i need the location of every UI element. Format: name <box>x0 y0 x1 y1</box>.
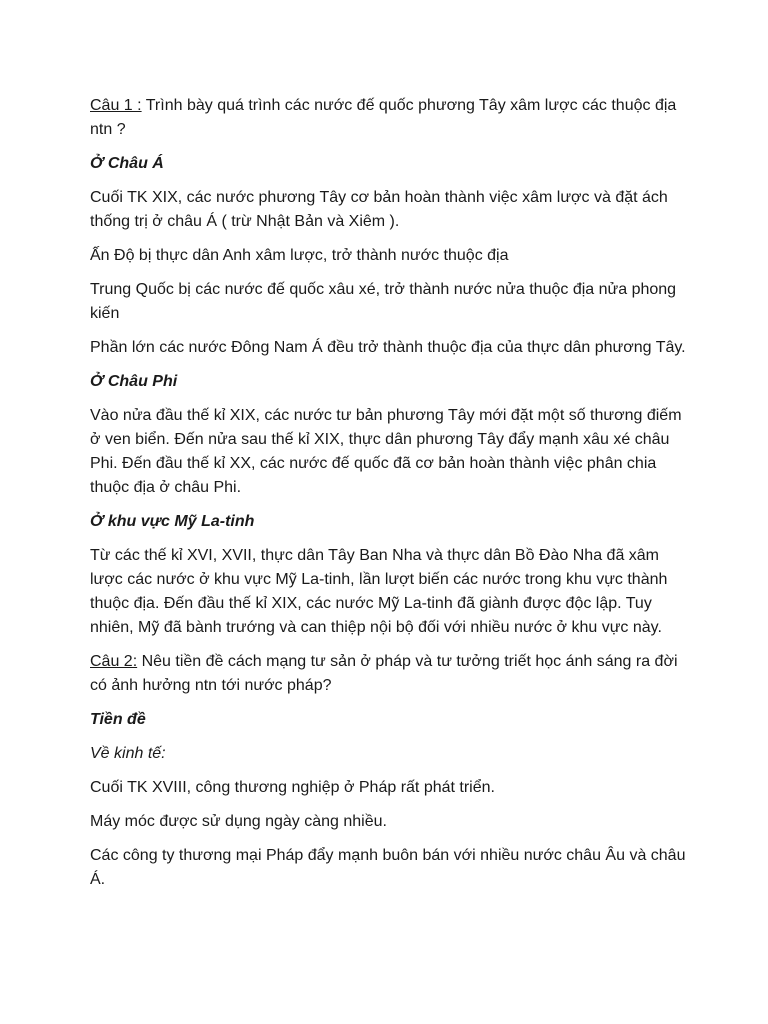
asia-paragraph: Phần lớn các nước Đông Nam Á đều trở thành thuộc địa của thực dân phương Tây. <box>90 339 686 356</box>
heading-asia: Ở Châu Á <box>90 155 164 172</box>
latin-america-paragraph: Từ các thế kỉ XVI, XVII, thực dân Tây Ban Nha và thực dân Bồ Đào Nha đã xâm lược các nước ở khu vực Mỹ La-tinh, lần lượt biến các nước trong khu vực thành thuộc địa. Đến đầu thế kỉ XIX, các nước Mỹ La-tinh đã giành được độc lập. Tuy nhiên, Mỹ đã bành trướng và can thiệp nội bộ đối với nhiều nước ở khu vực này. <box>90 547 668 636</box>
question-1-text: Trình bày quá trình các nước đế quốc phương Tây xâm lược các thuộc địa ntn ? <box>90 97 677 138</box>
asia-paragraph: Cuối TK XIX, các nước phương Tây cơ bản hoàn thành việc xâm lược và đặt ách thống trị ở châu Á ( trừ Nhật Bản và Xiêm ). <box>90 189 668 230</box>
asia-paragraph: Ấn Độ bị thực dân Anh xâm lược, trở thành nước thuộc địa <box>90 247 509 264</box>
heading-premise: Tiền đề <box>90 711 146 728</box>
premise-paragraph: Máy móc được sử dụng ngày càng nhiều. <box>90 813 387 830</box>
premise-paragraph: Các công ty thương mại Pháp đẩy mạnh buôn bán với nhiều nước châu Âu và châu Á. <box>90 847 686 888</box>
question-1-label: Câu 1 : <box>90 97 142 114</box>
heading-africa: Ở Châu Phi <box>90 373 178 390</box>
asia-paragraph: Trung Quốc bị các nước đế quốc xâu xé, trở thành nước nửa thuộc địa nửa phong kiến <box>90 281 677 322</box>
question-1 <box>90 94 690 142</box>
heading-latin-america: Ở khu vực Mỹ La-tinh <box>90 513 255 530</box>
question-2 <box>90 650 690 698</box>
question-2-text: Nêu tiền đề cách mạng tư sản ở pháp và tư tưởng triết học ánh sáng ra đời có ảnh hưởng ntn tới nước pháp? <box>90 653 678 694</box>
subheading-economy: Về kinh tế: <box>90 745 166 762</box>
document-page <box>90 94 690 902</box>
africa-paragraph: Vào nửa đầu thế kỉ XIX, các nước tư bản phương Tây mới đặt một số thương điếm ở ven biển. Đến nửa sau thế kỉ XIX, thực dân phương Tây đẩy mạnh xâu xé châu Phi. Đến đầu thế kỉ XX, các nước đế quốc đã cơ bản hoàn thành việc phân chia thuộc địa ở châu Phi. <box>90 407 682 496</box>
premise-paragraph: Cuối TK XVIII, công thương nghiệp ở Pháp rất phát triển. <box>90 779 495 796</box>
question-2-label: Câu 2: <box>90 653 138 670</box>
